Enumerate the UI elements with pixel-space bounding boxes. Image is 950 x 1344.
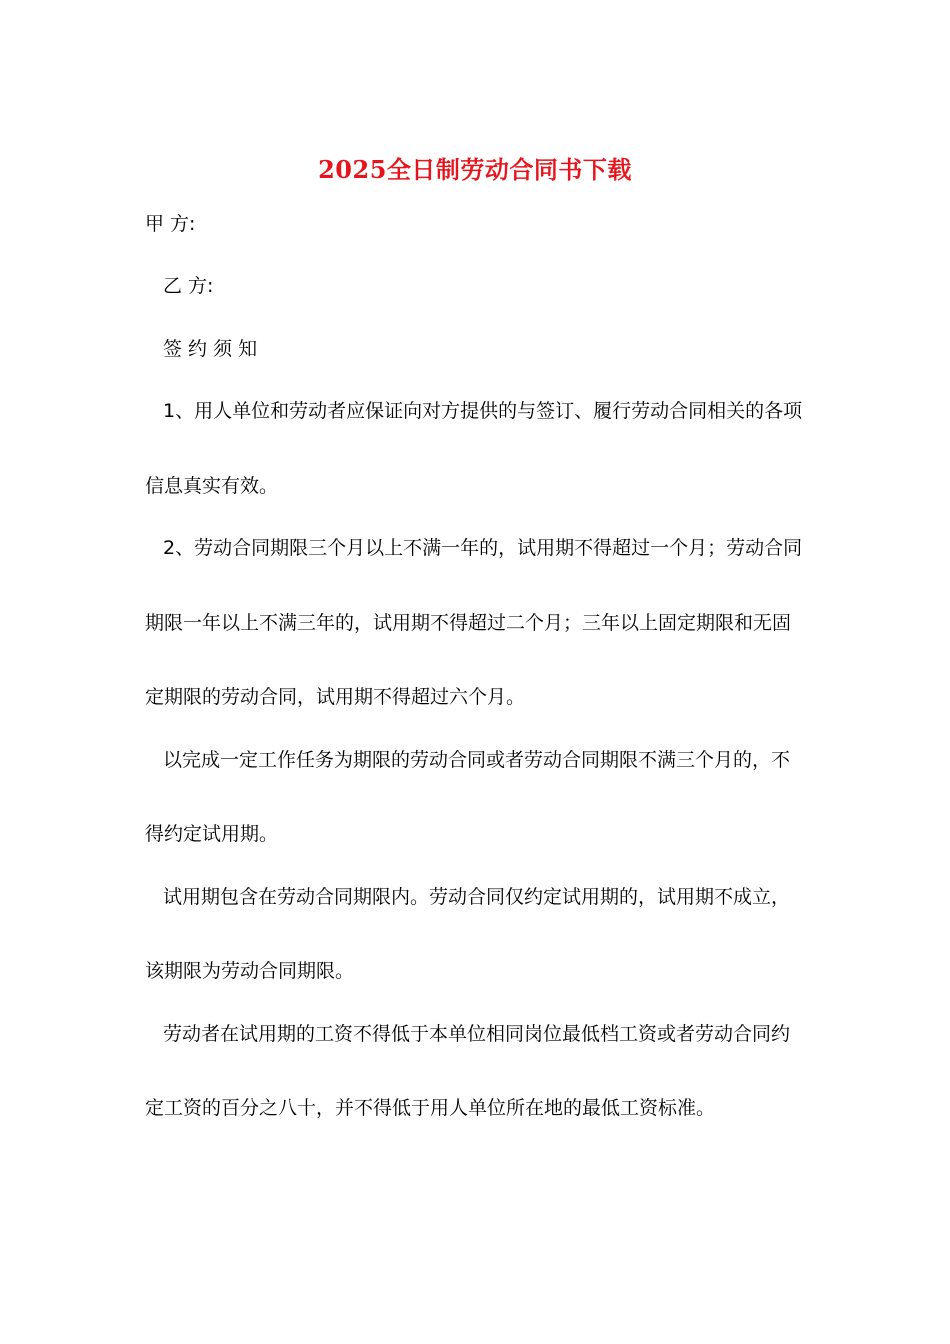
paragraph-4-line-2: 该期限为劳动合同期限。: [145, 960, 355, 982]
clause-2-line-3: 定期限的劳动合同，试用期不得超过六个月。: [145, 686, 526, 708]
clause-1-line-2: 信息真实有效。: [145, 475, 279, 497]
paragraph-5-line-2: 定工资的百分之八十，并不得低于用人单位所在地的最低工资标准。: [145, 1097, 716, 1119]
document-title: 2025全日制劳动合同书下载: [318, 155, 632, 184]
paragraph-3-line-2: 得约定试用期。: [145, 823, 279, 845]
paragraph-4-line-1: 试用期包含在劳动合同期限内。劳动合同仅约定试用期的，试用期不成立，: [163, 886, 791, 908]
paragraph-5-line-1: 劳动者在试用期的工资不得低于本单位相同岗位最低档工资或者劳动合同约: [163, 1023, 791, 1045]
party-b-label: 乙 方:: [163, 275, 214, 297]
clause-1-line-1: 1、用人单位和劳动者应保证向对方提供的与签订、履行劳动合同相关的各项: [163, 400, 803, 422]
clause-2-line-2: 期限一年以上不满三年的，试用期不得超过二个月；三年以上固定期限和无固: [145, 612, 792, 634]
clause-2-line-1: 2、劳动合同期限三个月以上不满一年的，试用期不得超过一个月；劳动合同: [163, 537, 803, 559]
notice-heading: 签 约 须 知: [163, 338, 258, 360]
paragraph-3-line-1: 以完成一定工作任务为期限的劳动合同或者劳动合同期限不满三个月的，不: [163, 749, 791, 771]
party-a-label: 甲 方:: [145, 213, 196, 235]
